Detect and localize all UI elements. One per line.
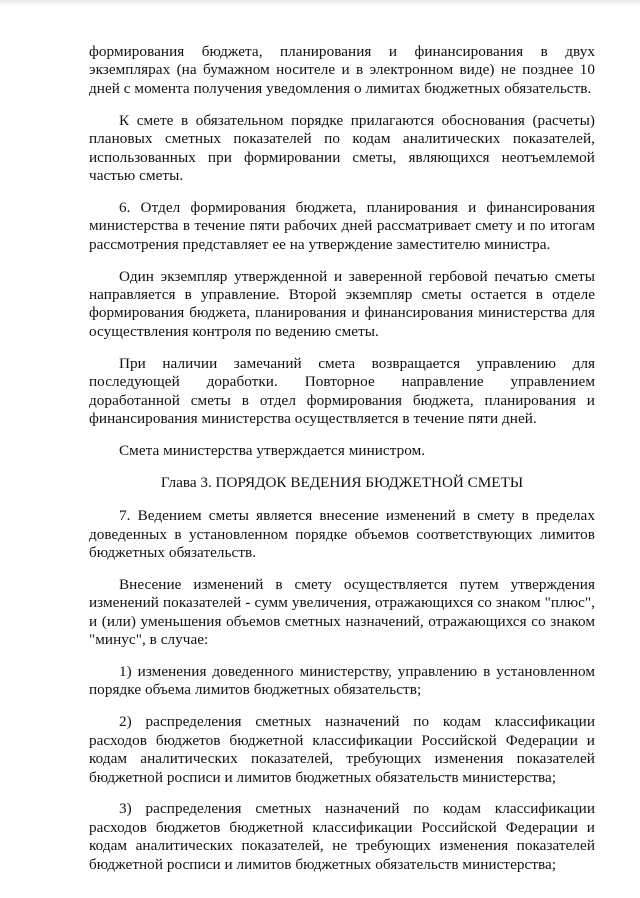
document-text xyxy=(89,43,595,888)
list-item-1: 1) изменения доведенного министерству, управлению в установленном порядке объема лимитов бюджетных обязательств; xyxy=(89,662,595,699)
paragraph-approval: Смета министерства утверждается министром. xyxy=(119,441,426,459)
scan-top-edge xyxy=(0,0,640,6)
paragraph-remarks: При наличии замечаний смета возвращается управлению для последующей доработки. Повторное направление управлением доработанной сметы в отдел формирования бюджета, планирования и финансирования министерства осуществляется в течение пяти дней. xyxy=(89,354,595,427)
list-item-3: 3) распределения сметных назначений по кодам классификации расходов бюджетов бюджетной классификации Российской Федерации и кодам аналитических показателей, не требующих изменения показателей бюджетной росписи и лимитов бюджетных обязательств министерства; xyxy=(89,800,595,873)
paragraph-item-7: 7. Ведением сметы является внесение изменений в смету в пределах доведенных в установленном порядке объемов соответствующих лимитов бюджетных обязательств. xyxy=(89,507,595,561)
paragraph-justifications: К смете в обязательном порядке прилагаются обоснования (расчеты) плановых сметных показателей по кодам аналитических показателей, использованных при формировании сметы, являющихся неотъемлемой частью сметы. xyxy=(89,111,595,184)
paragraph-continuation: формирования бюджета, планирования и финансирования в двух экземплярах (на бумажном носителе и в электронном виде) не позднее 10 дней с момента получения уведомления о лимитах бюджетных обязательств. xyxy=(89,43,595,97)
paragraph-copies: Один экземпляр утвержденной и заверенной гербовой печатью сметы направляется в управление. Второй экземпляр сметы остается в отделе формирования бюджета, планирования и финансирования министерства для осуществления контроля по ведению сметы. xyxy=(89,267,595,340)
paragraph-changes: Внесение изменений в смету осуществляется путем утверждения изменений показателей - сумм увеличения, отражающихся со знаком "плюс", и (или) уменьшения объемов сметных назначений, отражающихся со знаком "минус", в случае: xyxy=(89,575,595,649)
list-item-2: 2) распределения сметных назначений по кодам классификации расходов бюджетов бюджетной классификации Российской Федерации и кодам аналитических показателей, требующих изменения показателей бюджетной росписи и лимитов бюджетных обязательств министерства; xyxy=(89,713,595,786)
chapter-heading: Глава 3. ПОРЯДОК ВЕДЕНИЯ БЮДЖЕТНОЙ СМЕТЫ xyxy=(160,473,524,491)
paragraph-item-6: 6. Отдел формирования бюджета, планирования и финансирования министерства в течение пяти рабочих дней рассматривает смету и по итогам рассмотрения представляет ее на утверждение заместителю министра. xyxy=(89,198,595,253)
